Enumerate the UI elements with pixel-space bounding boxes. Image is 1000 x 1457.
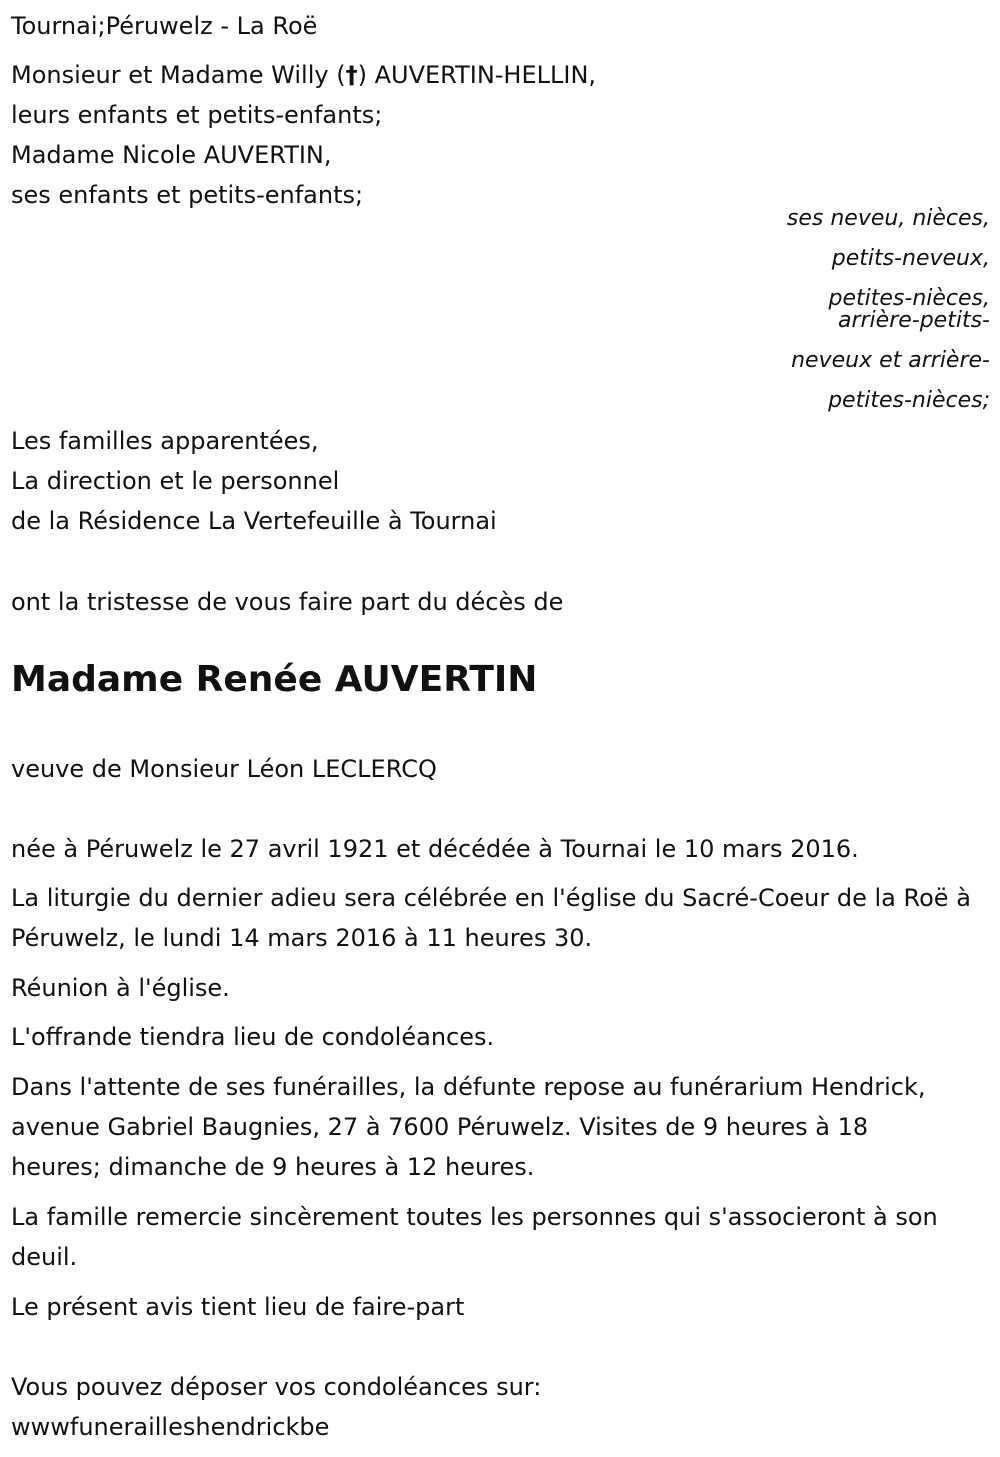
family-line-3: Madame Nicole AUVERTIN,: [11, 141, 332, 169]
offering-line: L'offrande tiendra lieu de condoléances.: [11, 1023, 495, 1051]
location-header: Tournai;Péruwelz - La Roë: [11, 12, 318, 40]
family-line-1-prefix: Monsieur et Madame Willy (: [11, 61, 346, 89]
relatives-line-1: ses neveu, nièces,: [786, 206, 990, 231]
thanks-paragraph: La famille remercie sincèrement toutes les personnes qui s'associeront à son deuil.: [11, 1203, 938, 1271]
relatives-line-6: petites-nièces;: [828, 388, 990, 413]
notice-line: Le présent avis tient lieu de faire-part: [11, 1293, 465, 1321]
cross-icon: †: [345, 61, 358, 89]
family-line-1: [11, 63, 596, 87]
family-line-1-suffix: ) AUVERTIN-HELLIN,: [357, 61, 597, 89]
others-line-3: de la Résidence La Vertefeuille à Tournai: [11, 507, 497, 535]
deceased-name: Madame Renée AUVERTIN: [11, 659, 538, 700]
relatives-line-3: petites-nièces,: [828, 286, 990, 311]
condolences-website[interactable]: wwwfunerailleshendrickbe: [11, 1413, 330, 1441]
dates-line: née à Péruwelz le 27 avril 1921 et décédée à Tournai le 10 mars 2016.: [11, 835, 859, 863]
relatives-line-5: neveux et arrière-: [791, 348, 990, 373]
others-line-1: Les familles apparentées,: [11, 427, 319, 455]
family-line-4: ses enfants et petits-enfants;: [11, 181, 364, 209]
meeting-line: Réunion à l'église.: [11, 974, 230, 1002]
relatives-line-4: arrière-petits-: [837, 308, 990, 333]
family-line-2: leurs enfants et petits-enfants;: [11, 101, 383, 129]
announcement: ont la tristesse de vous faire part du décès de: [11, 588, 564, 616]
liturgy-paragraph: La liturgie du dernier adieu sera célébrée en l'église du Sacré-Coeur de la Roë à Péruwelz, le lundi 14 mars 2016 à 11 heures 30.: [11, 884, 971, 952]
spouse-line: veuve de Monsieur Léon LECLERCQ: [11, 755, 437, 783]
condolences-label: Vous pouvez déposer vos condoléances sur:: [11, 1373, 542, 1401]
relatives-line-2: petits-neveux,: [831, 246, 990, 271]
funerarium-paragraph: Dans l'attente de ses funérailles, la défunte repose au funérarium Hendrick, avenue Gabriel Baugnies, 27 à 7600 Péruwelz. Visites de 9 heures à 18 heures; dimanche de 9 heures à 12 heures.: [11, 1073, 926, 1181]
others-line-2: La direction et le personnel: [11, 467, 340, 495]
